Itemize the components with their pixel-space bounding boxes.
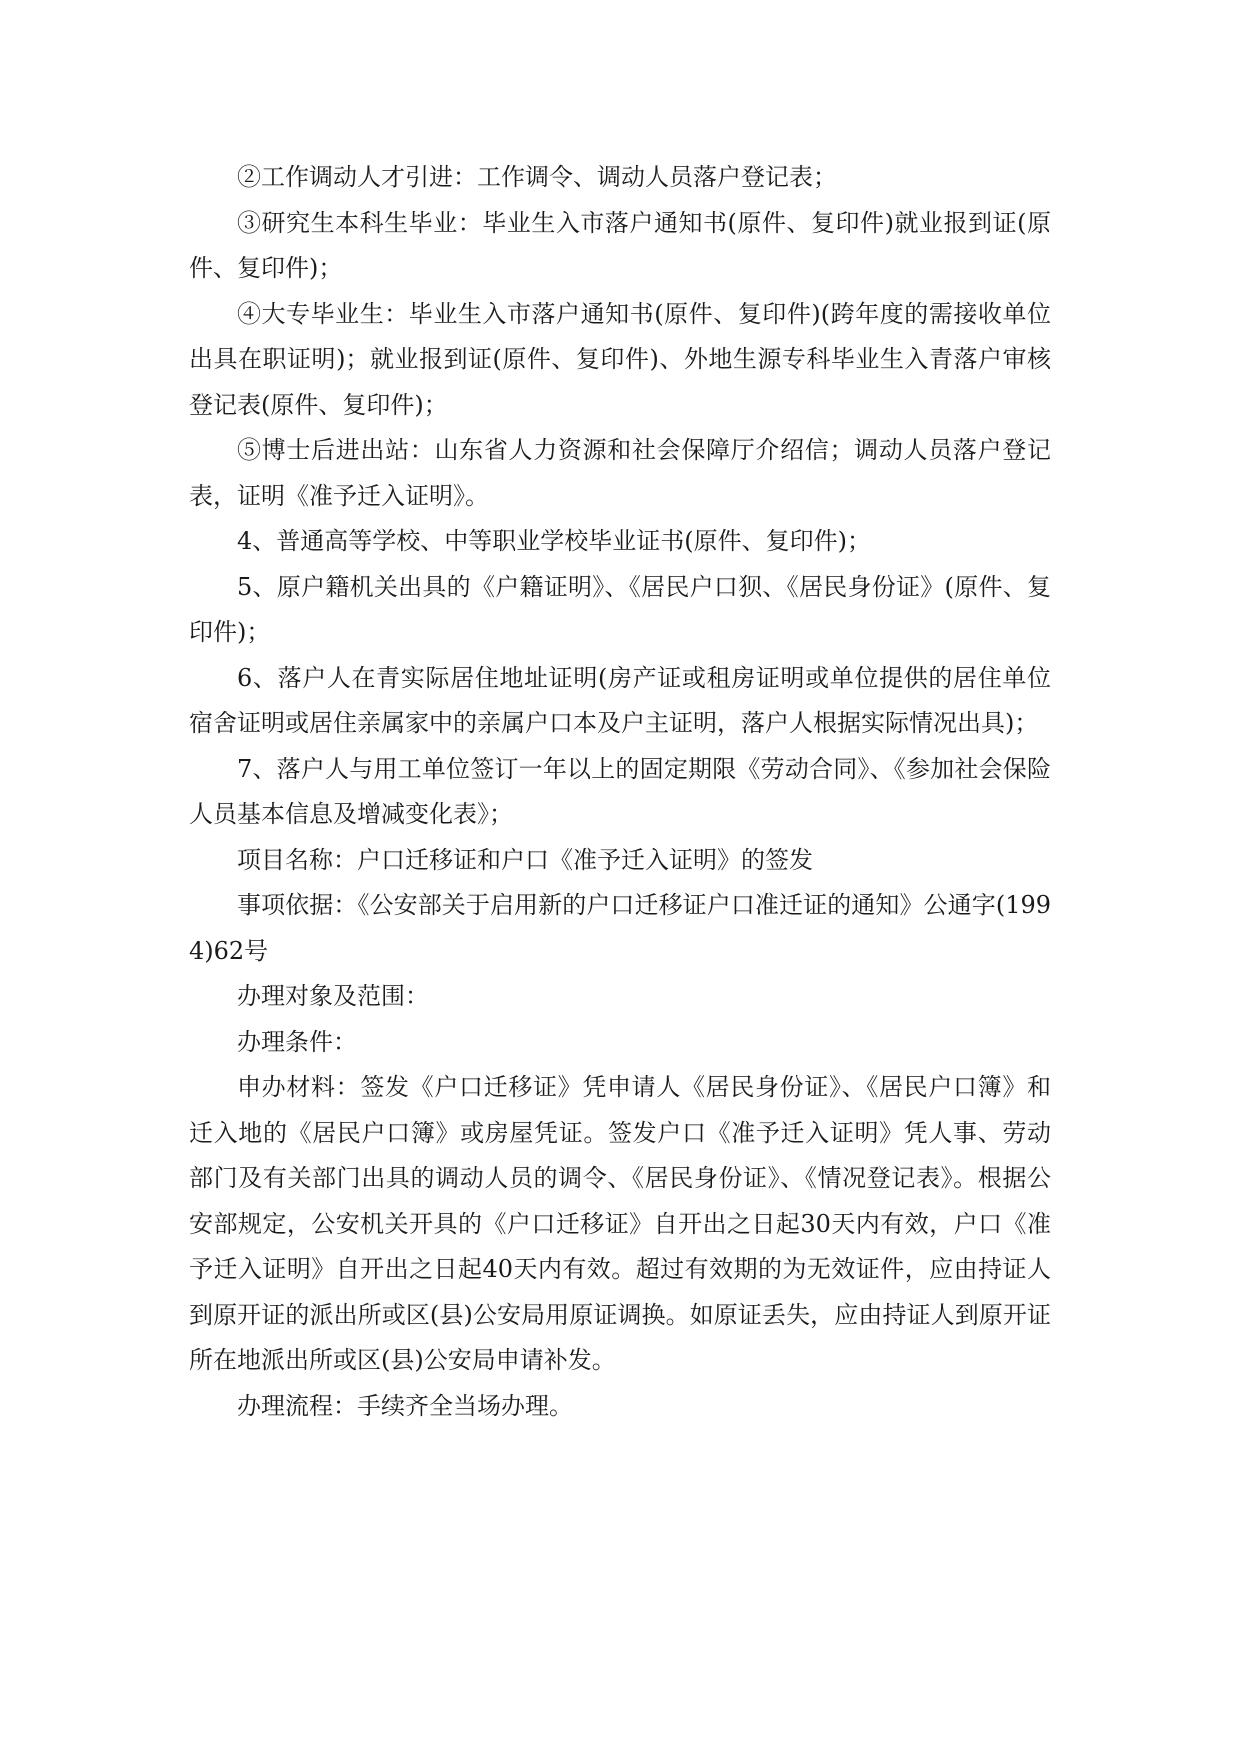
paragraph-scope: 办理对象及范围：: [237, 982, 429, 1010]
paragraph-item-6: 6、落户人在青实际居住地址证明(房产证或租房证明或单位提供的居住单位宿舍证明或居住亲属家中的亲属户口本及户主证明，落户人根据实际情况出具)；: [189, 663, 1051, 737]
paragraph-process: 办理流程：手续齐全当场办理。: [237, 1391, 573, 1420]
paragraph-work-transfer: ②工作调动人才引进：工作调令、调动人员落户登记表；: [237, 163, 837, 191]
paragraph-basis: 事项依据：《公安部关于启用新的户口迁移证户口准迁证的通知》公通字(1994)62号: [189, 891, 1051, 965]
paragraph-conditions: 办理条件：: [237, 1027, 357, 1056]
paragraph-item-4: 4、普通高等学校、中等职业学校毕业证书(原件、复印件)；: [237, 527, 871, 555]
paragraph-college-graduate: ④大专毕业生：毕业生入市落户通知书(原件、复印件)(跨年度的需接收单位出具在职证明)；就业报到证(原件、复印件)、外地生源专科毕业生入青落户审核登记表(原件、复印件)；: [189, 299, 1051, 419]
paragraph-materials: 申办材料：签发《户口迁移证》凭申请人《居民身份证》、《居民户口簿》和迁入地的《居民户口簿》或房屋凭证。签发户口《准予迁入证明》凭人事、劳动部门及有关部门出具的调动人员的调令、《居民身份证》、《情况登记表》。根据公安部规定，公安机关开具的《户口迁移证》自开出之日起30天内有效，户口《准予迁入证明》自开出之日起40天内有效。超过有效期的为无效证件，应由持证人到原开证的派出所或区(县)公安局用原证调换。如原证丢失，应由持证人到原开证所在地派出所或区(县)公安局申请补发。: [189, 1073, 1051, 1374]
paragraph-item-7: 7、落户人与用工单位签订一年以上的固定期限《劳动合同》、《参加社会保险人员基本信息及增减变化表》；: [189, 754, 1051, 828]
paragraph-graduate-undergrad: ③研究生本科生毕业：毕业生入市落户通知书(原件、复印件)就业报到证(原件、复印件)；: [189, 208, 1051, 282]
paragraph-project-name: 项目名称：户口迁移证和户口《准予迁入证明》的签发: [237, 845, 813, 874]
document-body: [189, 155, 1051, 1429]
paragraph-postdoc: ⑤博士后进出站：山东省人力资源和社会保障厅介绍信；调动人员落户登记表，证明《准予迁入证明》。: [189, 436, 1051, 510]
paragraph-item-5: 5、原户籍机关出具的《户籍证明》、《居民户口狈、《居民身份证》(原件、复印件)；: [189, 572, 1051, 646]
